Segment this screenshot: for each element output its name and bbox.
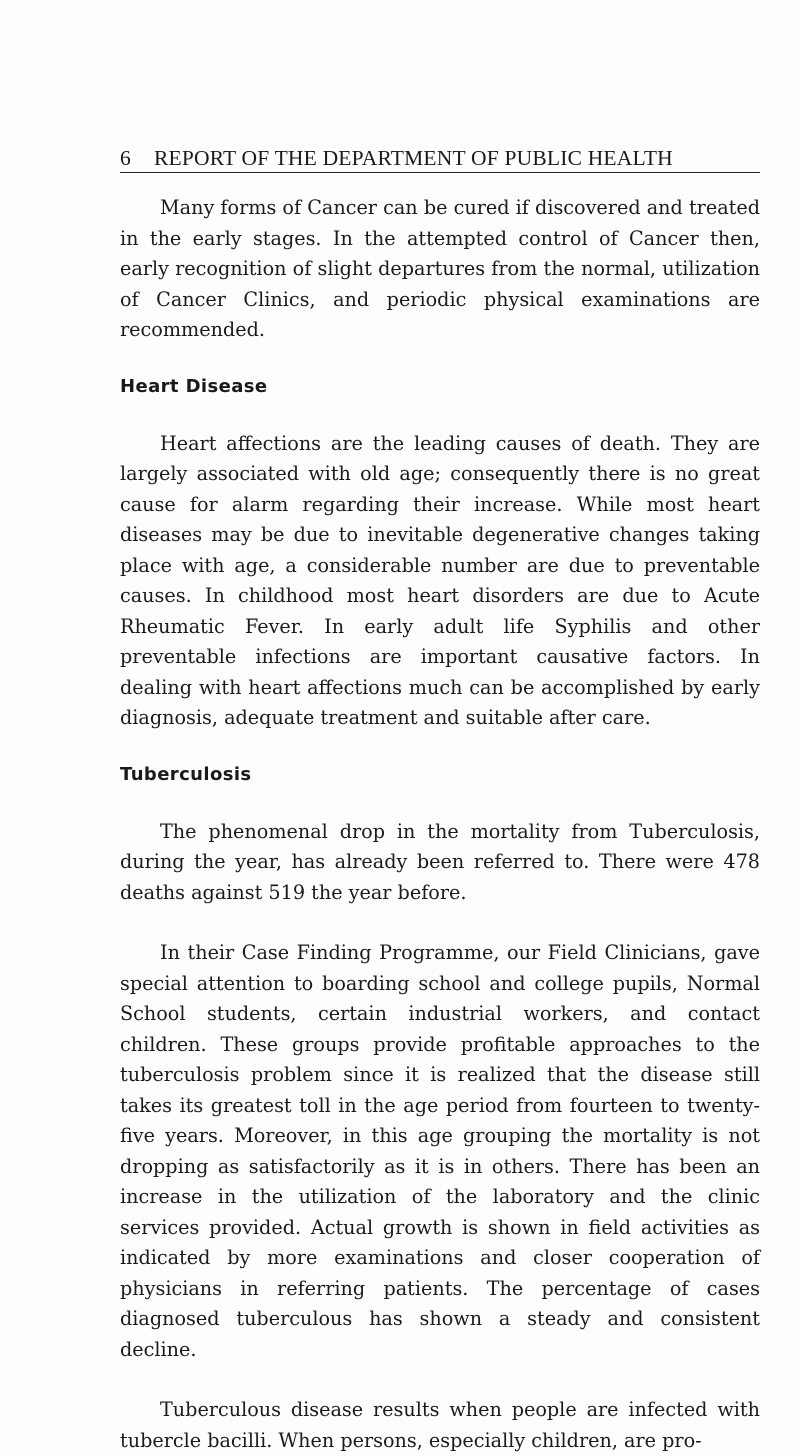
paragraph-tuberculosis-mortality: The phenomenal drop in the mortality from Tuberculosis, during the year, has already been referred to. There were 478 deaths against 519 the year before. <box>120 819 760 904</box>
paragraph-heart-disease: Heart affections are the leading causes of death. They are largely associated with old age; consequently there is no great cause for alarm regarding their increase. While most heart diseases may be due to inevitable degenerative changes taking place with age, a considerable number are due to preventable causes. In childhood most heart disorders are due to Acute Rheumatic Fever. In early adult life Syphilis and other preventable infections are important causative factors. In dealing with heart affections much can be accomplished by early diagnosis, adequate treatment and suitable after care. <box>120 431 760 729</box>
section-heading-tuberculosis: Tuberculosis <box>120 763 252 785</box>
spacer <box>120 1365 760 1395</box>
paragraph-case-finding: In their Case Finding Programme, our Field Clinicians, gave special attention to boarding school and college pupils, Normal School students, certain industrial workers, and contact children. These groups provide profitable approaches to the tuberculosis problem since it is realized that the disease still takes its greatest toll in the age period from fourteen to twenty-five years. Moreover, in this age grouping the mortality is not dropping as satisfactorily as it is in others. There has been an increase in the utilization of the laboratory and the clinic services provided. Actual growth is shown in field activities as indicated by more examinations and closer cooperation of physicians in referring patients. The percentage of cases diagnosed tuberculous has shown a steady and consistent decline. <box>120 941 760 1361</box>
spacer <box>120 399 760 429</box>
document-body <box>120 193 760 1456</box>
spacer <box>120 346 760 375</box>
running-header <box>120 146 760 173</box>
spacer <box>120 734 760 763</box>
page-number: 6 <box>120 146 131 170</box>
paragraph-cancer: Many forms of Cancer can be cured if discovered and treated in the early stages. In the attempted control of Cancer then, early recognition of slight departures from the normal, utilization of Cancer Clinics, and periodic physical examinations are recommended. <box>120 196 760 341</box>
paragraph-tuberculous-disease: Tuberculous disease results when people are infected with tubercle bacilli. When persons, especially children, are pro- <box>120 1398 760 1452</box>
running-title: REPORT OF THE DEPARTMENT OF PUBLIC HEALTH <box>154 146 673 170</box>
spacer <box>120 787 760 817</box>
spacer <box>120 908 760 938</box>
section-heading-heart-disease: Heart Disease <box>120 375 268 397</box>
